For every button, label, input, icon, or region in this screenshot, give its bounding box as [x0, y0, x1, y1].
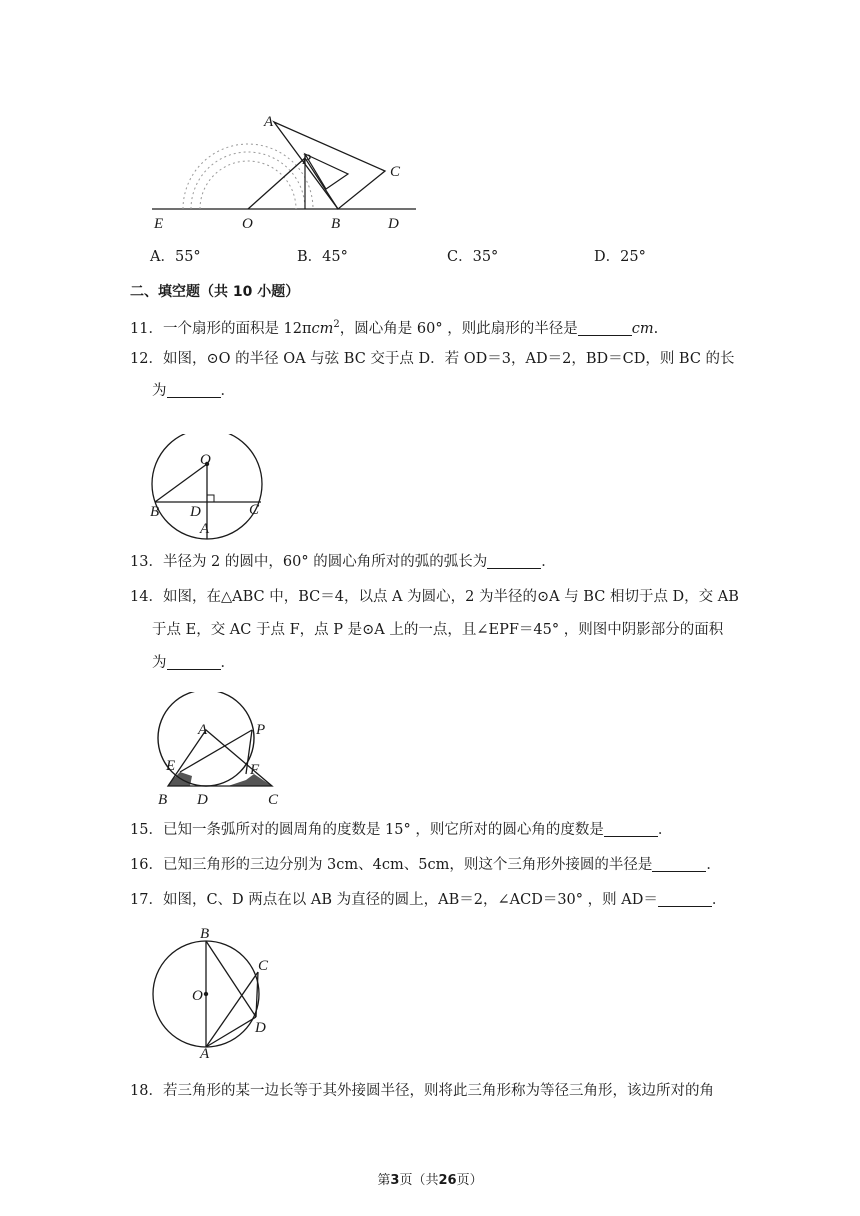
label-e: E	[154, 216, 164, 232]
question-13: 13．半径为 2 的圆中，60° 的圆心角所对的弧的弧长为 ．	[130, 554, 556, 570]
label-a: A	[198, 722, 208, 738]
label-c: C	[258, 958, 269, 974]
question-11: 11．一个扇形的面积是 12πcm$^2$，圆心角是 60° ，则此扇形的半径是 cm.	[130, 319, 659, 337]
total-page-count: 26	[438, 1173, 457, 1188]
question-12-line-1: 12．如图，⊙O 的半径 OA 与弦 BC 交于点 D．若 OD＝3，AD＝2，BD＝CD，则 BC 的长	[130, 351, 735, 367]
question-14-line-3: 为 ．	[152, 655, 235, 671]
label-a: A	[264, 114, 274, 130]
answer-blank-14	[167, 655, 221, 670]
answer-blank-15	[604, 822, 658, 837]
figure-q14	[150, 692, 290, 810]
figure-q10	[148, 110, 418, 235]
question-16: 16．已知三角形的三边分别为 3cm、4cm、5cm，则这个三角形外接圆的半径是 ．	[130, 857, 721, 873]
label-b: B	[158, 792, 168, 808]
label-f: F	[250, 762, 260, 778]
section-title: 二、填空题（共 10 小题）	[130, 284, 300, 300]
answer-blank-13	[487, 554, 541, 569]
label-o: O	[192, 988, 203, 1004]
label-d: D	[197, 792, 208, 808]
question-18: 18．若三角形的某一边长等于其外接圆半径，则将此三角形称为等径三角形，该边所对的角	[130, 1083, 714, 1099]
label-o: O	[242, 216, 253, 232]
label-o: O	[200, 452, 211, 468]
label-a: A	[200, 1046, 210, 1058]
question-15: 15．已知一条弧所对的圆周角的度数是 15° ，则它所对的圆心角的度数是 ．	[130, 822, 673, 838]
label-b: B	[150, 504, 160, 520]
choice-d: D．25°	[594, 249, 646, 265]
label-b: B	[200, 926, 210, 942]
figure-q12	[145, 434, 270, 544]
question-12-line-2: 为 ．	[152, 383, 235, 399]
question-14-line-2: 于点 E，交 AC 于点 F，点 P 是⊙A 上的一点，且∠EPF＝45° ，则图中阴影部分的面积	[152, 622, 724, 638]
label-c: C	[390, 164, 401, 180]
label-a: A	[200, 521, 210, 537]
answer-blank-17	[658, 892, 712, 907]
label-d: D	[255, 1020, 266, 1036]
choice-a: A．55°	[150, 249, 201, 265]
figure-q17	[148, 922, 278, 1058]
choice-c: C．35°	[447, 249, 499, 265]
label-c: C	[249, 502, 260, 518]
answer-blank-12	[167, 383, 221, 398]
answer-blank-11	[578, 321, 632, 336]
label-c: C	[268, 792, 279, 808]
label-p: P	[302, 152, 312, 168]
label-d: D	[190, 504, 201, 520]
choice-b: B．45°	[297, 249, 348, 265]
current-page-number: 3	[390, 1173, 400, 1188]
page-footer: 第3页（共26页）	[377, 1173, 483, 1188]
label-p: P	[256, 722, 266, 738]
label-d: D	[388, 216, 399, 232]
question-17: 17．如图，C、D 两点在以 AB 为直径的圆上，AB＝2，∠ACD＝30° ，则 AD＝ ．	[130, 892, 727, 908]
label-b: B	[331, 216, 341, 232]
question-14-line-1: 14．如图，在△ABC 中，BC＝4，以点 A 为圆心，2 为半径的⊙A 与 BC 相切于点 D，交 AB	[130, 589, 739, 605]
answer-blank-16	[652, 857, 706, 872]
label-e: E	[166, 758, 176, 774]
